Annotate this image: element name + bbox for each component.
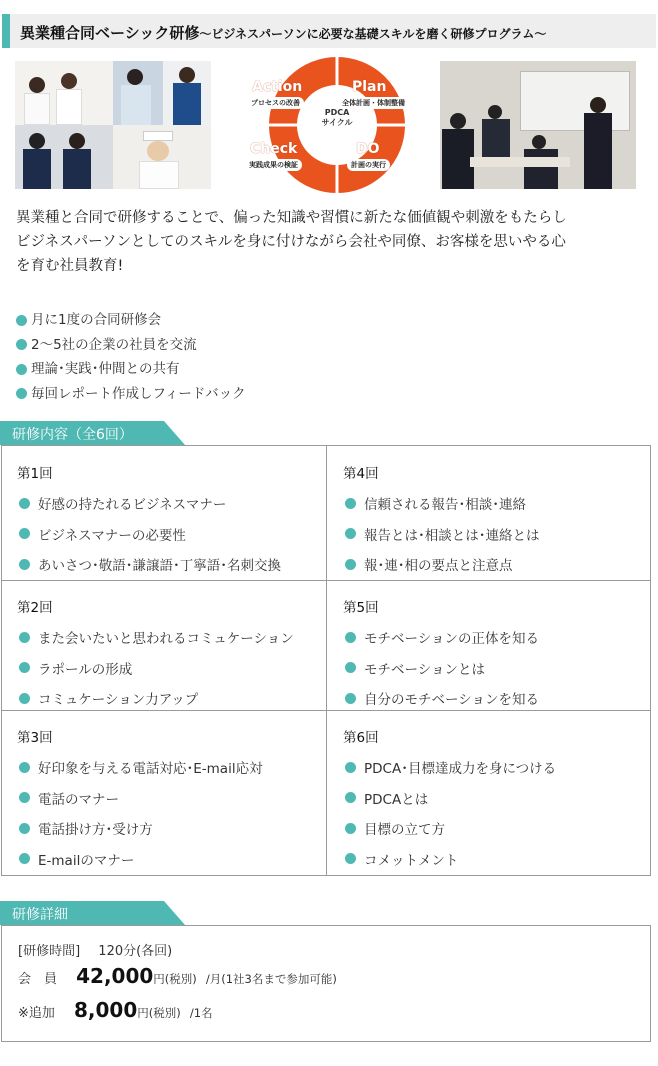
extra-label: ※追加 — [18, 1006, 55, 1021]
bullet-dot-icon — [345, 762, 356, 773]
bullet-dot-icon — [19, 559, 30, 570]
bullet-dot-icon — [19, 498, 30, 509]
feature-item: 月に1度の合同研修会 — [16, 308, 246, 333]
photo-chef — [113, 125, 211, 189]
pdca-do-label: DO — [356, 141, 380, 157]
session-title: 第3回 — [17, 730, 53, 746]
member-unit: 円(税別) — [153, 972, 197, 986]
session-card — [17, 726, 263, 874]
bullet-dot-icon — [345, 528, 356, 539]
bullet-dot-icon — [345, 559, 356, 570]
session-item: ビジネスマナーの必要性 — [17, 519, 281, 550]
time-label: [研修時間] — [18, 944, 81, 959]
session-card — [17, 462, 281, 580]
bullet-dot-icon — [19, 823, 30, 834]
bullet-dot-icon — [345, 498, 356, 509]
curriculum-heading: 研修内容（全6回） — [12, 427, 133, 443]
staff-photo-collage — [15, 61, 211, 189]
photo-nurses — [15, 61, 113, 125]
feature-item: 2〜5社の企業の社員を交流 — [16, 333, 246, 358]
table-divider — [326, 446, 327, 875]
bullet-dot-icon — [19, 762, 30, 773]
pdca-plan-label: Plan — [352, 79, 387, 95]
session-card — [343, 596, 539, 714]
session-item: コミュケーション力アップ — [17, 683, 294, 714]
session-item: 電話掛け方･受け方 — [17, 813, 263, 844]
pdca-center — [307, 108, 367, 128]
extra-note: /1名 — [189, 1006, 213, 1020]
extra-unit: 円(税別) — [137, 1006, 181, 1020]
member-note: /月(1社3名まで参加可能) — [205, 972, 337, 986]
time-value: 120分(各回) — [98, 944, 173, 959]
bullet-dot-icon — [19, 528, 30, 539]
session-item: コメットメント — [343, 844, 556, 875]
session-item: 目標の立て方 — [343, 813, 556, 844]
extra-price: 8,000 — [74, 998, 138, 1022]
session-item: 報告とは･相談とは･連絡とは — [343, 519, 540, 550]
curriculum-table — [1, 445, 651, 876]
member-price: 42,000 — [76, 964, 154, 988]
session-item: PDCAとは — [343, 783, 556, 814]
page-header — [2, 14, 656, 48]
session-item: また会いたいと思われるコミュケーション — [17, 622, 294, 653]
extra-price-row — [18, 998, 213, 1022]
session-item: 信頼される報告･相談･連絡 — [343, 488, 540, 519]
pdca-do-sub: 計画の実行 — [347, 159, 390, 171]
intro-line: ビジネスパーソンとしてのスキルを身に付けながら会社や同僚、お客様を思いやる心 — [16, 234, 566, 250]
session-item: E-mailのマナー — [17, 844, 263, 875]
bullet-dot-icon — [16, 315, 27, 326]
curriculum-heading-tab — [0, 421, 185, 445]
time-row — [18, 940, 172, 959]
session-item: 好印象を与える電話対応･E-mail応対 — [17, 752, 263, 783]
pdca-cycle-diagram — [240, 55, 415, 195]
session-title: 第1回 — [17, 466, 53, 482]
pdca-check-sub: 実践成果の検証 — [245, 159, 302, 171]
session-item: ラポールの形成 — [17, 653, 294, 684]
session-item: モチベーションの正体を知る — [343, 622, 539, 653]
session-item: PDCA･目標達成力を身につける — [343, 752, 556, 783]
bullet-dot-icon — [19, 853, 30, 864]
bullet-dot-icon — [19, 662, 30, 673]
bullet-dot-icon — [19, 792, 30, 803]
photo-office — [113, 61, 163, 125]
bullet-dot-icon — [16, 364, 27, 375]
page-title — [20, 22, 546, 43]
bullet-dot-icon — [345, 792, 356, 803]
session-item: 電話のマナー — [17, 783, 263, 814]
bullet-dot-icon — [345, 853, 356, 864]
session-item: あいさつ･敬語･謙譲語･丁寧語･名刺交換 — [17, 549, 281, 580]
member-label: 会 員 — [18, 972, 58, 987]
seminar-photo — [440, 61, 636, 189]
pdca-action-label: Action — [252, 79, 303, 95]
pdca-action-sub: プロセスの改善 — [247, 97, 304, 109]
bullet-dot-icon — [345, 823, 356, 834]
session-item: 自分のモチベーションを知る — [343, 683, 539, 714]
bullet-dot-icon — [19, 632, 30, 643]
pdca-center-line2: サイクル — [321, 118, 353, 127]
bullet-dot-icon — [345, 632, 356, 643]
title-main: 異業種合同ベーシック研修 — [20, 24, 200, 42]
photo-worker — [163, 61, 211, 125]
bullet-dot-icon — [16, 388, 27, 399]
session-title: 第4回 — [343, 466, 379, 482]
pdca-check-label: Check — [250, 141, 298, 157]
session-title: 第5回 — [343, 600, 379, 616]
bullet-dot-icon — [345, 662, 356, 673]
intro-line: 異業種と合同で研修することで、偏った知識や習慣に新たな価値観や刺激をもたらし — [16, 210, 567, 226]
table-divider — [2, 580, 650, 581]
member-price-row — [18, 964, 337, 988]
intro-paragraph — [16, 206, 636, 278]
pdca-center-line1: PDCA — [324, 108, 350, 117]
session-title: 第2回 — [17, 600, 53, 616]
photo-factory — [15, 125, 113, 189]
feature-item: 理論･実践･仲間との共有 — [16, 357, 246, 382]
bullet-dot-icon — [16, 339, 27, 350]
session-card — [343, 726, 556, 874]
details-heading-tab — [0, 901, 185, 925]
details-box — [1, 925, 651, 1042]
bullet-dot-icon — [19, 693, 30, 704]
intro-line: を育む社員教育! — [16, 258, 124, 274]
session-item: モチベーションとは — [343, 653, 539, 684]
feature-item: 毎回レポート作成しフィードバック — [16, 382, 246, 407]
feature-list — [16, 308, 246, 406]
bullet-dot-icon — [345, 693, 356, 704]
session-item: 好感の持たれるビジネスマナー — [17, 488, 281, 519]
title-sub: 〜ビジネスパーソンに必要な基礎スキルを磨く研修プログラム〜 — [199, 27, 547, 41]
session-title: 第6回 — [343, 730, 379, 746]
pdca-plan-sub: 全体計画・体制整備 — [338, 97, 409, 109]
session-card — [17, 596, 294, 714]
session-item: 報･連･相の要点と注意点 — [343, 549, 540, 580]
session-card — [343, 462, 540, 580]
details-heading: 研修詳細 — [12, 907, 68, 923]
